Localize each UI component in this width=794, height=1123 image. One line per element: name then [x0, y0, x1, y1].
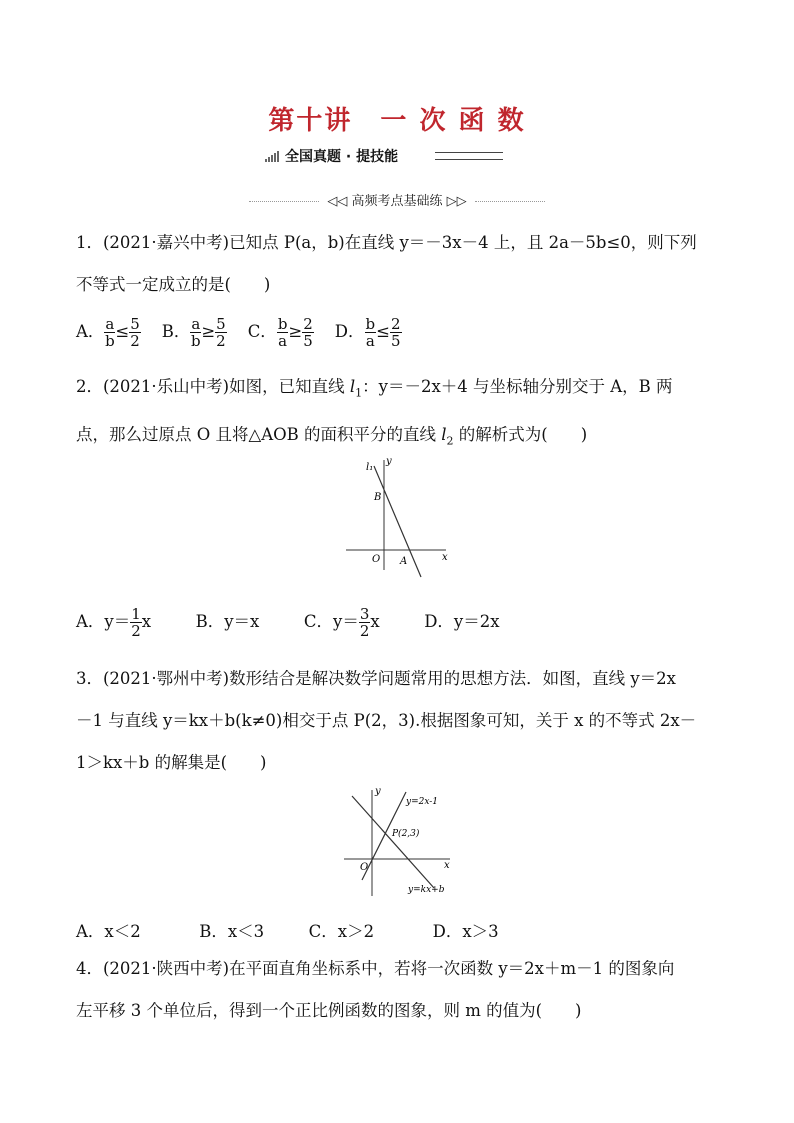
question-2 — [76, 366, 720, 463]
q1-line2: 不等式一定成立的是( ) — [76, 275, 271, 294]
q3-label-p: P(2,3) — [392, 829, 420, 839]
q2-option-d: D．y＝2x — [424, 612, 500, 631]
q2-options — [76, 606, 500, 639]
question-4 — [76, 948, 720, 1032]
q3-option-a: A．x＜2 — [76, 922, 141, 941]
q2-label-a: A — [400, 556, 408, 567]
q1-option-b: B． $\frac{a}{b}$ ≥ $\frac{5}{2}$ — [161, 315, 226, 350]
q2-label-y: y — [386, 456, 392, 467]
q2-option-c: C．y＝ $\frac{3}{2}$ x — [303, 605, 380, 640]
q3-options — [76, 918, 499, 942]
signal-icon — [265, 150, 279, 162]
q1-option-d: D． $\frac{b}{a}$ ≤ $\frac{2}{5}$ — [334, 315, 401, 350]
q1-option-a: A． $\frac{a}{b}$ ≤ $\frac{5}{2}$ — [76, 315, 140, 350]
right-arrow-icon: ▷▷ — [442, 194, 467, 209]
subheading-text: 高频考点基础练 — [351, 194, 443, 209]
q3-line1: 3．(2021·鄂州中考)数形结合是解决数学问题常用的思想方法．如图，直线 y＝2x — [76, 669, 676, 688]
q3-line3: 1＞kx＋b 的解集是( ) — [76, 753, 267, 772]
question-1 — [76, 222, 720, 306]
q1-line1: 1．(2021·嘉兴中考)已知点 P(a，b)在直线 y＝－3x－4 上，且 2a－5b≤0，则下列 — [76, 233, 697, 252]
q3-option-d: D．x＞3 — [432, 922, 499, 941]
q2-line1: 2．(2021·乐山中考)如图，已知直线 $l_1$：y＝－2x＋4 与坐标轴分别交于 A，B 两 — [76, 377, 673, 400]
section-label-text: 全国真题 · 提技能 — [285, 149, 399, 165]
q3-label-x: x — [444, 860, 450, 871]
divider-left — [249, 201, 319, 202]
q4-line1: 4．(2021·陕西中考)在平面直角坐标系中，若将一次函数 y＝2x＋m－1 的图象向 — [76, 959, 675, 978]
q2-label-o: O — [372, 554, 381, 565]
left-arrow-icon: ◁◁ — [327, 194, 352, 209]
q3-label-line1: y=2x-1 — [406, 797, 439, 807]
q2-label-x: x — [442, 552, 448, 563]
question-3 — [76, 658, 720, 784]
q1-option-c: C． $\frac{b}{a}$ ≥ $\frac{2}{5}$ — [247, 315, 313, 350]
q2-option-b: B．y＝x — [195, 612, 260, 631]
q1-options — [76, 316, 402, 349]
q3-option-c: C．x＞2 — [308, 922, 375, 941]
q3-label-y: y — [375, 786, 381, 797]
q2-figure — [336, 452, 456, 582]
q2-option-a: A．y＝ $\frac{1}{2}$ x — [76, 605, 152, 640]
q2-line-l1 — [374, 466, 421, 577]
q4-line2: 左平移 3 个单位后，得到一个正比例函数的图象，则 m 的值为( ) — [76, 1001, 582, 1020]
subheading — [0, 190, 794, 209]
section-label — [265, 146, 398, 166]
q3-label-line2: y=kx+b — [408, 885, 445, 895]
divider-right — [475, 201, 545, 202]
q3-figure — [338, 784, 458, 904]
q3-option-b: B．x＜3 — [199, 922, 265, 941]
decorative-rule — [435, 152, 503, 160]
q2-line2: 点，那么过原点 O 且将△AOB 的面积平分的直线 $l_2$ 的解析式为( ) — [76, 425, 588, 448]
q3-label-o: O — [360, 862, 369, 873]
q3-line2: －1 与直线 y＝kx＋b(k≠0)相交于点 P(2，3).根据图象可知，关于 x 的不等式 2x－ — [76, 711, 697, 730]
q2-label-l1: l₁ — [366, 462, 374, 473]
page-title: 第十讲 一 次 函 数 — [268, 106, 526, 136]
q2-label-b: B — [374, 492, 382, 503]
